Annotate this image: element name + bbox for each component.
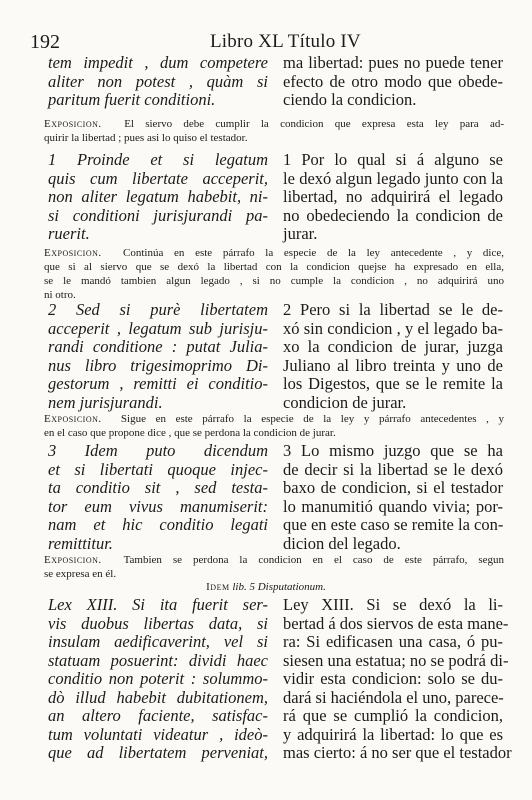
spanish-line: 3 Lo mismo juzgo que se ha	[283, 441, 503, 460]
spanish-line: xo la condicion de jurar, juzga	[283, 337, 503, 356]
exposicion-line: se expresa en él.	[44, 568, 117, 580]
running-title: Libro XL Título IV	[210, 31, 361, 52]
spanish-line: que en este caso se remite la con-	[283, 515, 504, 534]
spanish-line: dará si haciéndola el uno, parece-	[283, 687, 504, 707]
spanish-line: Juliano al libro treinta y uno de	[283, 355, 503, 375]
latin-line: si conditioni jurisjurandi pa-	[48, 205, 268, 225]
exposicion-label: Exposicion.	[44, 118, 102, 130]
latin-line: nus libro trigesimoprimo Di-	[48, 355, 268, 375]
latin-column	[48, 151, 268, 244]
latin-line: paritum fuerit conditioni.	[48, 90, 216, 109]
spanish-line: los Digestos, que se le remite la	[283, 374, 503, 393]
spanish-line: ciendo la condicion.	[283, 90, 417, 109]
spanish-column	[283, 595, 512, 763]
exposicion-line: se le mandó tambien algun legado , si no cumple la condicion , no adquirirá uno	[44, 275, 504, 287]
spanish-line: lo manumitió quando vivia; por-	[283, 496, 503, 516]
spanish-line: bertad á dos siervos de esta mane-	[283, 613, 509, 633]
spanish-line: no obedeciendo la condicion de	[283, 205, 503, 225]
exposicion-line: ni otro.	[44, 289, 76, 301]
spanish-column	[283, 151, 503, 244]
spanish-line: efecto de otro modo que obede-	[283, 71, 503, 91]
spanish-line: libertad, no adquirirá el legado	[283, 187, 503, 206]
latin-line: ta conditio sit , sed testa-	[48, 478, 268, 497]
spanish-line: dicion del legado.	[283, 533, 401, 553]
latin-line: acceperit , legatum sub jurisju-	[48, 318, 268, 338]
exposicion-1	[44, 117, 504, 145]
spanish-line: 1 Por lo qual si á alguno se	[283, 150, 503, 169]
latin-line: insulam aedificaverint, vel si	[48, 632, 268, 651]
exposicion-line: Exposicion. Tambien se perdona la condicion en el caso de este párrafo, segun	[44, 554, 504, 566]
latin-line: quis cum libertate acceperit,	[48, 168, 268, 188]
spanish-line: ma libertad: pues no puede tener	[283, 53, 503, 72]
exposicion-line: en el caso que propone dice , que se perdona la condicion de jurar.	[44, 427, 336, 439]
latin-column	[48, 301, 268, 412]
spanish-line: vidir esta condicion: solo se du-	[283, 669, 503, 688]
exposicion-label: Exposicion.	[44, 554, 102, 566]
latin-line: an altero faciente, satisfac-	[48, 706, 268, 725]
exposicion-3	[44, 412, 504, 440]
latin-line: randi conditione : putat Julia-	[48, 337, 268, 356]
page-header	[30, 31, 502, 53]
latin-column	[48, 596, 268, 763]
spanish-line: siesen una estatua; no se podrá di-	[283, 650, 509, 670]
latin-line: 3 Idem puto dicendum	[48, 441, 268, 460]
spanish-line: y adquirirá la libertad: lo que es	[283, 724, 503, 744]
latin-line: tum voluntati videatur , ideò-	[48, 724, 268, 744]
spanish-column	[283, 54, 503, 110]
spanish-line: jurar.	[283, 224, 318, 243]
latin-line: Lex XIII. Si ita fuerit ser-	[48, 595, 268, 614]
citation-author: Idem	[206, 581, 230, 593]
exposicion-line: Exposicion. Sigue en este párrafo la especie de la ley y párrafo antecedentes , y	[44, 413, 504, 425]
latin-line: nam et hic conditio legati	[48, 515, 268, 534]
spanish-line: rá que se cumplió la condicion,	[283, 706, 503, 725]
latin-line: tem impedit , dum competere	[48, 53, 268, 72]
page-number: 192	[30, 31, 60, 53]
latin-line: statuam posuerint: dividi haec	[48, 650, 268, 670]
latin-line: dò illud habebit dubitationem,	[48, 687, 268, 707]
exposicion-label: Exposicion.	[44, 247, 102, 259]
latin-line: gestorum , remitti ei conditio-	[48, 374, 268, 393]
citation-source: lib. 5 Disputationum.	[232, 581, 326, 593]
exposicion-4	[44, 553, 504, 581]
latin-line: et si libertati quoque injec-	[48, 459, 268, 479]
latin-column	[48, 54, 268, 110]
source-citation	[0, 580, 532, 594]
latin-line: que ad libertatem perveniat,	[48, 743, 268, 762]
latin-line: ruerit.	[48, 224, 90, 243]
latin-line: conditio non poterit : solummo-	[48, 669, 268, 688]
latin-line: non aliter legatum habebit, ni-	[48, 187, 268, 206]
latin-column	[48, 442, 268, 553]
latin-line: vis duobus libertas data, si	[48, 613, 268, 633]
latin-line: remittitur.	[48, 533, 113, 553]
spanish-column	[283, 442, 503, 553]
exposicion-line: Exposicion. El siervo debe cumplir la condicion que expresa esta ley para ad-	[44, 118, 504, 130]
spanish-line: condicion de jurar.	[283, 392, 407, 412]
latin-line: aliter non potest , quàm si	[48, 71, 268, 91]
latin-line: 2 Sed si purè libertatem	[48, 300, 268, 319]
spanish-line: ra: Si edificasen una casa, ó pu-	[283, 632, 503, 651]
spanish-line: Ley XIII. Si se dexó la li-	[283, 595, 503, 614]
exposicion-label: Exposicion.	[44, 413, 102, 425]
spanish-line: baxo de condicion, si el testador	[283, 478, 503, 497]
latin-line: 1 Proinde et si legatum	[48, 150, 268, 169]
spanish-line: de decir si la libertad se le dexó	[283, 459, 503, 479]
exposicion-line: quirir la libertad ; pues asi lo quiso el testador.	[44, 132, 248, 144]
spanish-line: le dexó algun legado junto con la	[283, 168, 503, 188]
spanish-line: xó sin condicion , y el legado ba-	[283, 318, 503, 338]
exposicion-line: Exposicion. Continúa en este párrafo la especie de la ley antecedente , y dice,	[44, 247, 504, 259]
exposicion-line: que si al siervo que se dexó la libertad con la condicion quejse ha expresado en ella,	[44, 261, 504, 273]
latin-line: nem jurisjurandi.	[48, 392, 163, 412]
latin-line: tor eum vivus manumiserit:	[48, 496, 268, 516]
spanish-line: mas cierto: á no ser que el testador	[283, 743, 512, 762]
spanish-column	[283, 301, 503, 412]
spanish-line: 2 Pero si la libertad se le de-	[283, 300, 503, 319]
exposicion-2	[44, 246, 504, 302]
